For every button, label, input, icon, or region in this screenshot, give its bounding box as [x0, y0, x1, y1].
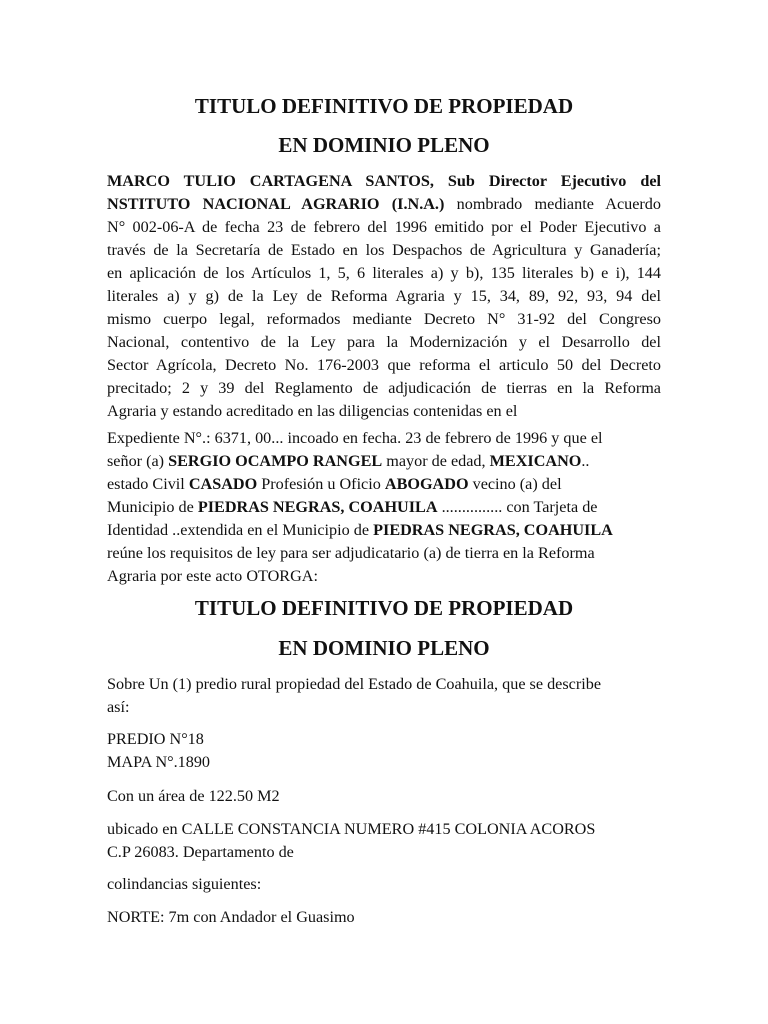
intro-line: través de la Secretaría de Estado en los Despachos de Agricultura y Ganadería; — [107, 241, 661, 259]
ubicado-line: C.P 26083. Departamento de — [107, 843, 294, 861]
colindancias-text: colindancias siguientes: — [107, 875, 262, 893]
intro-line: Sector Agrícola, Decreto No. 176-2003 que reforma el articulo 50 del Decreto — [107, 356, 661, 374]
ubicado-paragraph — [107, 818, 661, 864]
institute-name: NSTITUTO NACIONAL AGRARIO (I.N.A.) — [107, 195, 445, 213]
beneficiary-name: SERGIO OCAMPO RANGEL — [168, 452, 383, 470]
director-name: MARCO TULIO CARTAGENA SANTOS, — [107, 172, 434, 190]
expediente-line: Municipio de PIEDRAS NEGRAS, COAHUILA ............... con Tarjeta de — [107, 498, 598, 516]
expediente-line: reúne los requisitos de ley para ser adjudicatario (a) de tierra en la Reforma — [107, 544, 595, 562]
ubicado-line: ubicado en CALLE CONSTANCIA NUMERO #415 COLONIA ACOROS — [107, 820, 596, 838]
director-role: Sub Director Ejecutivo del — [447, 172, 662, 190]
area-paragraph — [107, 785, 661, 808]
intro-line — [107, 170, 661, 193]
map-number: MAPA N°.1890 — [107, 753, 211, 771]
colindancias-paragraph — [107, 873, 661, 896]
area-text: Con un área de 122.50 M2 — [107, 787, 280, 805]
title-line-1-repeat: TITULO DEFINITIVO DE PROPIEDAD — [194, 596, 574, 620]
intro-line: N° 002-06-A de fecha 23 de febrero del 1996 emitido por el Poder Ejecutivo a — [107, 218, 661, 236]
intro-line: en aplicación de los Artículos 1, 5, 6 literales a) y b), 135 literales b) e i), 144 — [107, 264, 661, 282]
intro-line: precitado; 2 y 39 del Reglamento de adjudicación de tierras en la Reforma — [107, 379, 661, 397]
norte-paragraph — [107, 906, 661, 929]
sobre-line: Sobre Un (1) predio rural propiedad del Estado de Coahuila, que se describe — [107, 675, 602, 693]
intro-paragraph — [107, 170, 661, 423]
sobre-line: así: — [107, 698, 130, 716]
expediente-line: estado Civil CASADO Profesión u Oficio ABOGADO vecino (a) del — [107, 475, 562, 493]
intro-line: mismo cuerpo legal, reformados mediante Decreto N° 31-92 del Congreso — [107, 310, 661, 328]
title-line-2-repeat: EN DOMINIO PLENO — [278, 636, 490, 660]
norte-text: NORTE: 7m con Andador el Guasimo — [107, 908, 355, 926]
nationality: MEXICANO — [489, 452, 582, 470]
intro-line: Agraria y estando acreditado en las diligencias contenidas en el — [107, 402, 518, 420]
predio-number: PREDIO N°18 — [107, 730, 204, 748]
expediente-line: Expediente N°.: 6371, 00... incoado en fecha. 23 de febrero de 1996 y que el — [107, 429, 603, 447]
intro-line: NSTITUTO NACIONAL AGRARIO (I.N.A.) nombrado mediante Acuerdo — [107, 195, 661, 213]
title-line-2: EN DOMINIO PLENO — [278, 133, 490, 157]
intro-line: literales a) y g) de la Ley de Reforma Agraria y 15, 34, 89, 92, 93, 94 del — [107, 287, 661, 305]
expediente-paragraph — [107, 427, 661, 588]
sobre-paragraph — [107, 673, 661, 719]
profession: ABOGADO — [384, 475, 469, 493]
intro-line: Nacional, contentivo de la Ley para la Modernización y el Desarrollo del — [107, 333, 661, 351]
expediente-line: Identidad ..extendida en el Municipio de PIEDRAS NEGRAS, COAHUILA — [107, 521, 613, 539]
civil-status: CASADO — [188, 475, 258, 493]
municipality: PIEDRAS NEGRAS, COAHUILA — [197, 498, 438, 516]
expediente-line: señor (a) SERGIO OCAMPO RANGEL mayor de edad, MEXICANO.. — [107, 452, 590, 470]
predio-paragraph — [107, 728, 661, 774]
title-line-1: TITULO DEFINITIVO DE PROPIEDAD — [194, 94, 574, 118]
expediente-line: Agraria por este acto OTORGA: — [107, 567, 318, 585]
municipality: PIEDRAS NEGRAS, COAHUILA — [373, 521, 613, 539]
